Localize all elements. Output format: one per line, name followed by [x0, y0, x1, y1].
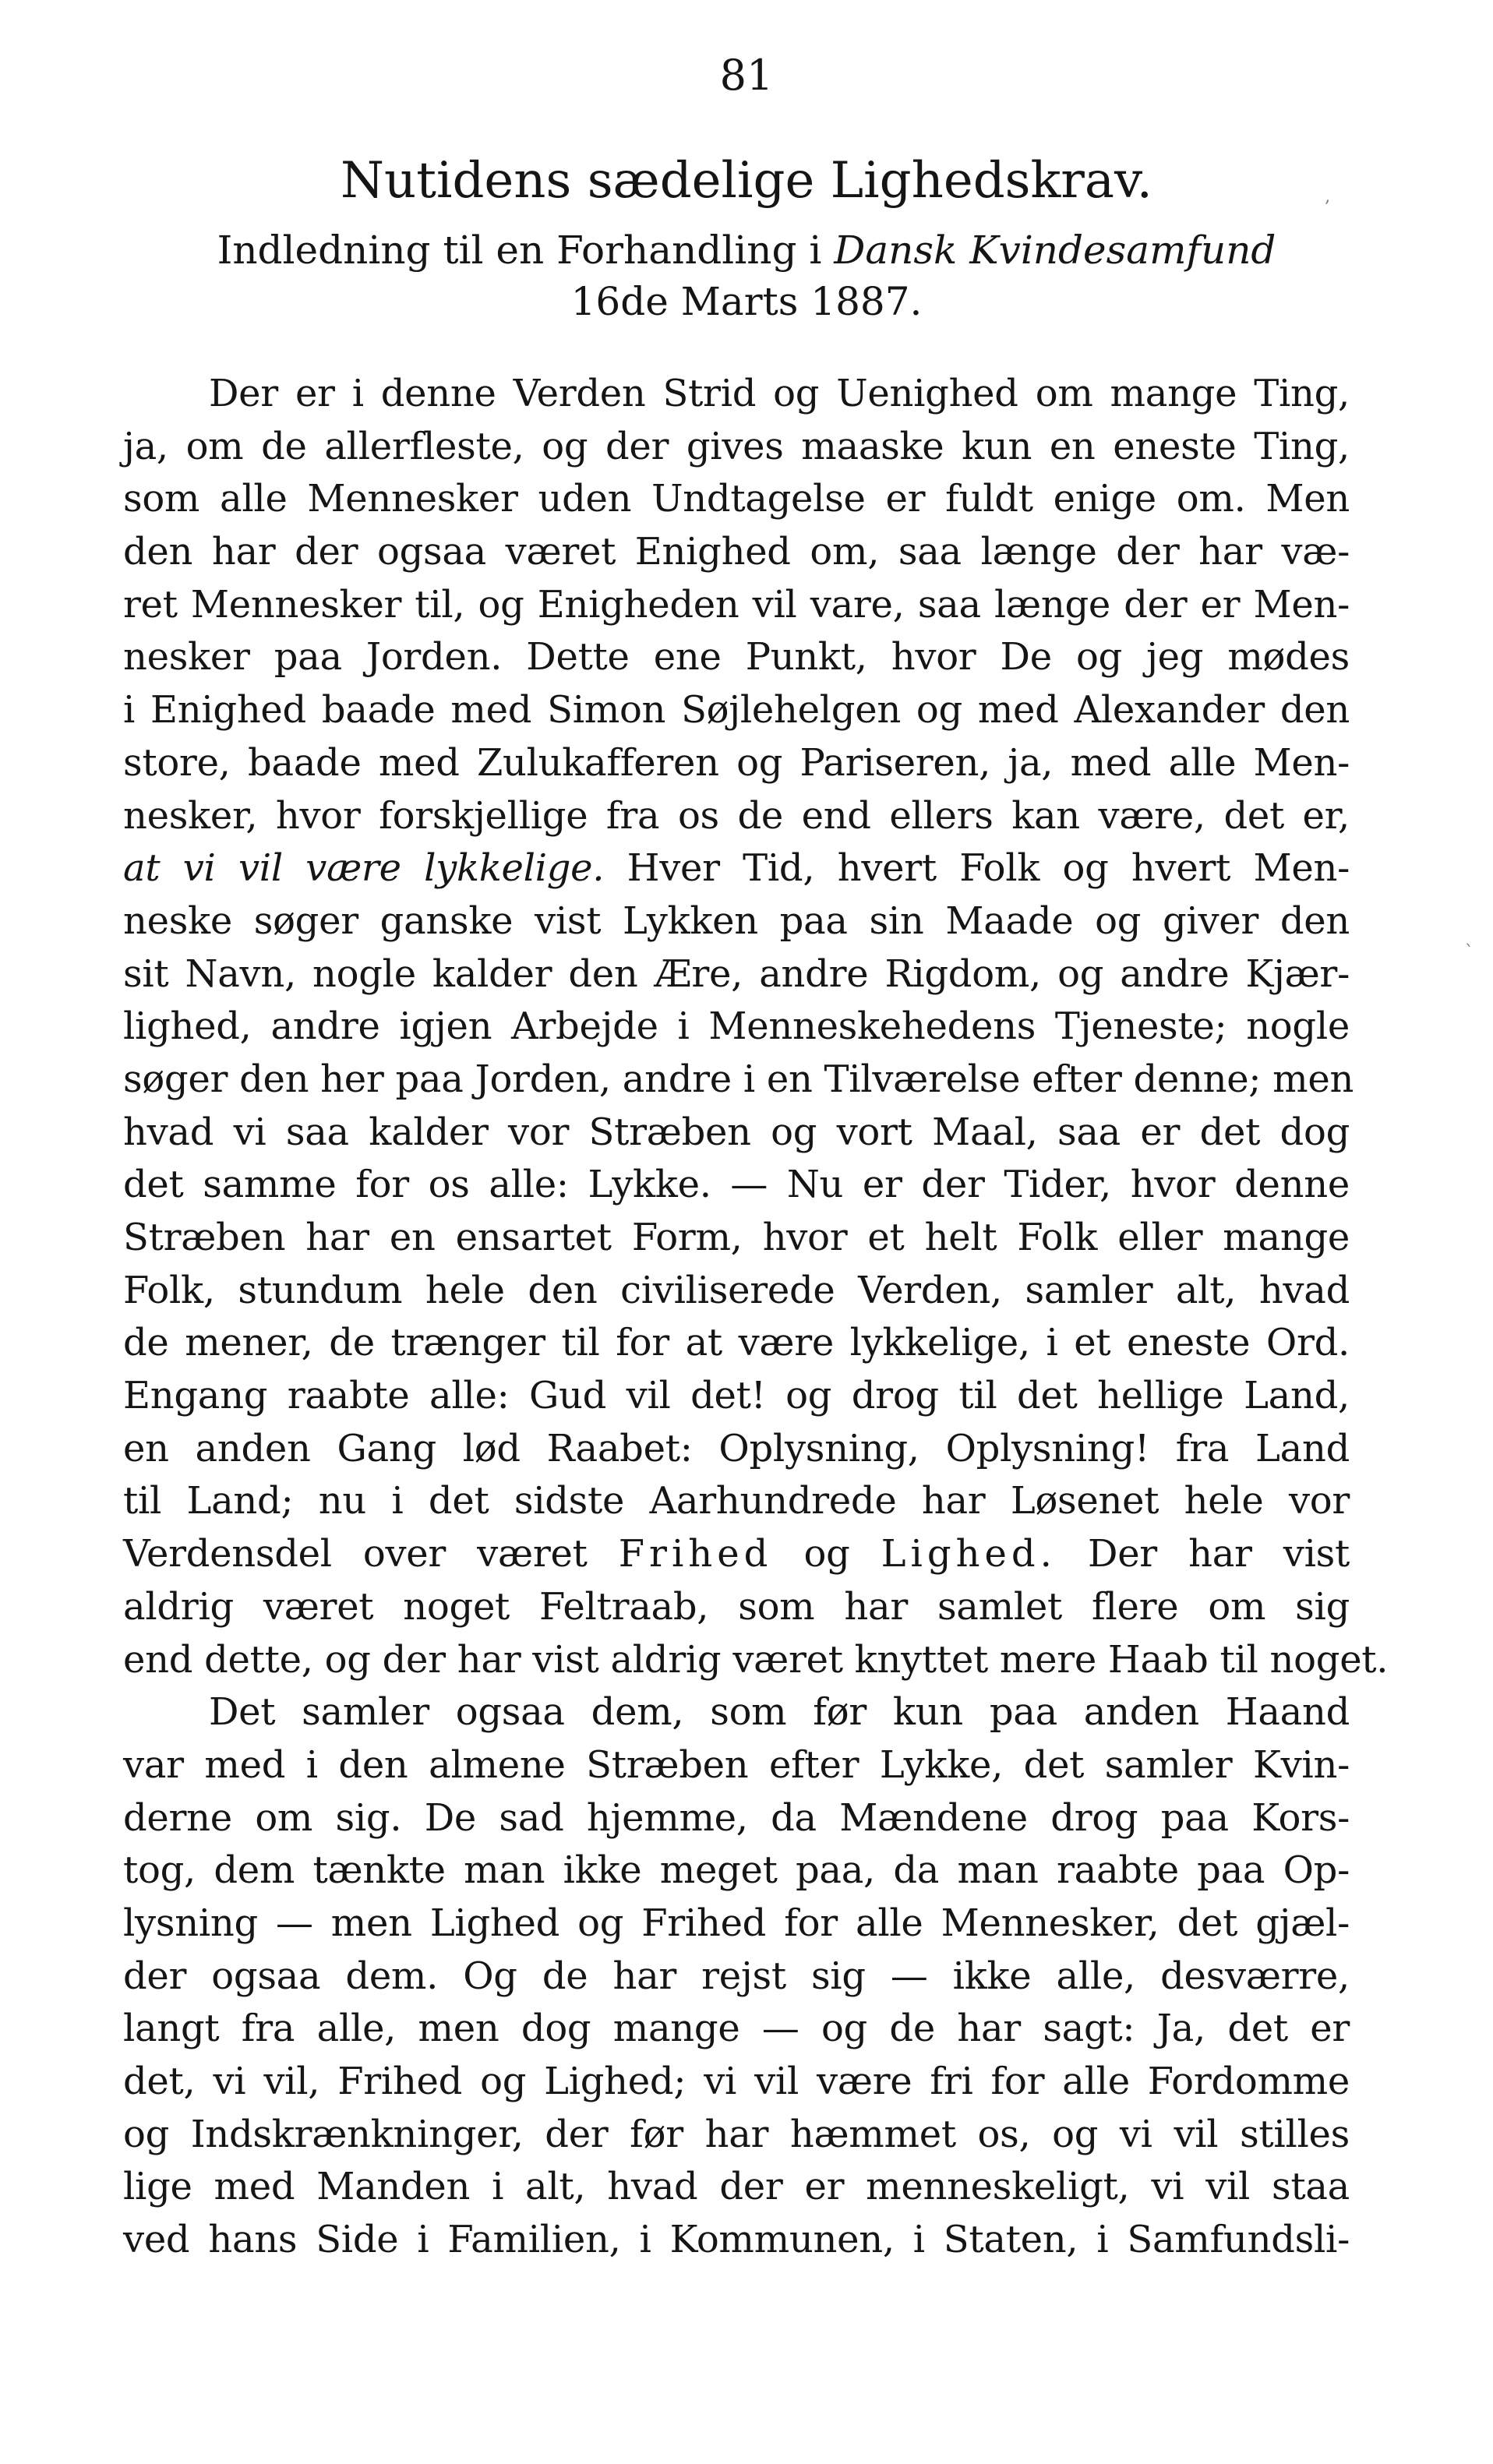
text-line: lighed, andre igjen Arbejde i Menneskehedens Tjeneste; nogle: [123, 1004, 1350, 1049]
subtitle-prefix: Indledning til en Forhandling i: [217, 228, 822, 273]
text-line: [123, 842, 1350, 895]
line-segment: Verdensdel over været: [123, 1532, 588, 1576]
subtitle-organization: Dansk Kvindesamfund: [834, 228, 1276, 273]
page-number: 81: [719, 51, 774, 100]
text-line: hvad vi saa kalder vor Stræben og vort Maal, saa er det dog: [123, 1110, 1350, 1154]
text-line: nesker paa Jorden. Dette ene Punkt, hvor De og jeg mødes: [123, 635, 1350, 680]
text-line: Folk, stundum hele den civiliserede Verden, samler alt, hvad: [123, 1268, 1350, 1312]
line-segment: Der har vist: [1088, 1532, 1350, 1576]
text-line: ja, om de allerfleste, og der gives maaske kun en eneste Ting,: [123, 424, 1350, 468]
text-line: langt fra alle, men dog mange — og de har sagt: Ja, det er: [123, 2007, 1350, 2051]
text-line: den har der ogsaa været Enighed om, saa længe der har væ-: [123, 530, 1350, 574]
text-line: ret Mennesker til, og Enigheden vil vare, saa længe der er Men-: [123, 582, 1350, 627]
text-line: til Land; nu i det sidste Aarhundrede har Løsenet hele vor: [123, 1479, 1350, 1523]
spaced-emphasis: Frihed: [618, 1532, 773, 1576]
text-line: [123, 1528, 1350, 1581]
text-line: Det samler ogsaa dem, som før kun paa anden Haand: [209, 1690, 1350, 1735]
text-line: i Enighed baade med Simon Søjlehelgen og med Alexander den: [123, 688, 1350, 732]
text-line: søger den her paa Jorden, andre i en Tilværelse efter denne; men: [123, 1057, 1354, 1101]
chapter-title: Nutidens sædelige Lighedskrav.: [341, 152, 1152, 210]
text-line: derne om sig. De sad hjemme, da Mændene drog paa Kors-: [123, 1795, 1350, 1840]
text-line: Stræben har en ensartet Form, hvor et helt Folk eller mange: [123, 1216, 1350, 1259]
text-line: nesker, hvor forskjellige fra os de end ellers kan være, det er,: [123, 793, 1350, 838]
subtitle-date: 16de Marts 1887.: [570, 279, 923, 324]
text-line: aldrig været noget Feltraab, som har samlet flere om sig: [123, 1584, 1350, 1629]
text-line: og Indskrænkninger, der før har hæmmet os, og vi vil stilles: [123, 2112, 1350, 2156]
subtitle-line-1: [0, 228, 1493, 273]
text-line: lige med Manden i alt, hvad der er menneskeligt, vi vil staa: [123, 2165, 1350, 2209]
text-line: tog, dem tænkte man ikke meget paa, da man raabte paa Op-: [123, 1848, 1350, 1893]
spaced-emphasis: Lighed.: [881, 1532, 1057, 1576]
text-line: store, baade med Zulukafferen og Pariseren, ja, med alle Men-: [123, 740, 1350, 785]
text-line: ved hans Side i Familien, i Kommunen, i Staten, i Samfundsli-: [123, 2218, 1350, 2262]
text-line: der ogsaa dem. Og de har rejst sig — ikke alle, desværre,: [123, 1954, 1350, 1998]
text-line: Der er i denne Verden Strid og Uenighed om mange Ting,: [209, 372, 1350, 415]
text-line: det, vi vil, Frihed og Lighed; vi vil være fri for alle Fordomme: [123, 2060, 1350, 2103]
text-line: som alle Mennesker uden Undtagelse er fuldt enige om. Men: [123, 477, 1350, 521]
text-line: det samme for os alle: Lykke. — Nu er der Tider, hvor denne: [123, 1163, 1350, 1207]
body-text: [123, 368, 1389, 2267]
text-line: var med i den almene Stræben efter Lykke, det samler Kvin-: [123, 1742, 1350, 1787]
line-segment: og: [803, 1532, 850, 1576]
print-speck: `: [1465, 943, 1474, 962]
text-line: en anden Gang lød Raabet: Oplysning, Oplysning! fra Land: [123, 1426, 1350, 1470]
text-line: Engang raabte alle: Gud vil det! og drog til det hellige Land,: [123, 1374, 1350, 1418]
text-line: neske søger ganske vist Lykken paa sin Maade og giver den: [123, 898, 1350, 943]
text-line: de mener, de trænger til for at være lykkelige, i et eneste Ord.: [123, 1321, 1350, 1365]
print-speck: ‚: [1325, 187, 1330, 207]
line-remainder: Hver Tid, hvert Folk og hvert Men-: [604, 846, 1350, 891]
text-line: sit Navn, nogle kalder den Ære, andre Rigdom, og andre Kjær-: [123, 951, 1350, 996]
emphasized-phrase: at vi vil være lykkelige.: [123, 846, 605, 891]
text-line: end dette, og der har vist aldrig været knyttet mere Haab til noget.: [123, 1637, 1389, 1682]
text-line: lysning — men Lighed og Frihed for alle Mennesker, det gjæl-: [123, 1901, 1350, 1945]
